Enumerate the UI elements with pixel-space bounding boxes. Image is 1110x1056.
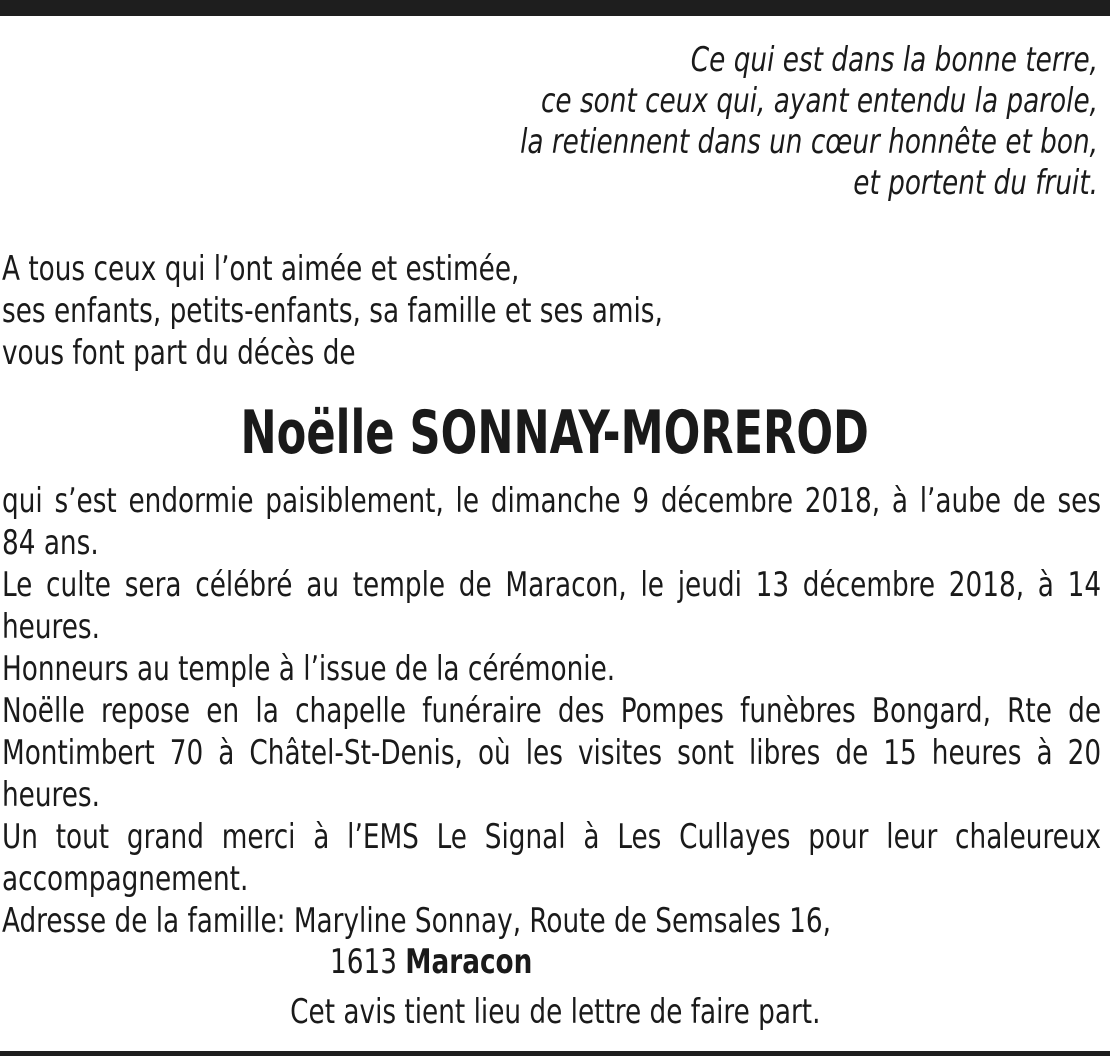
closing-note <box>0 991 1110 1033</box>
intro-line: A tous ceux qui l’ont aimée et estimée, <box>2 249 520 289</box>
verse-line: ce sont ceux qui, ayant entendu la parole, <box>540 81 1098 121</box>
verse-line: la retiennent dans un cœur honnête et bon, <box>520 122 1098 162</box>
verse-line: Ce qui est dans la bonne terre, <box>690 40 1098 80</box>
honours-paragraph: Honneurs au temple à l’issue de la cérémonie. <box>2 649 616 689</box>
bible-verse <box>496 40 1098 204</box>
death-paragraph: qui s’est endormie paisiblement, le dimanche 9 décembre 2018, à l’aube de ses 84 ans. <box>2 481 1102 563</box>
town-name: Maracon <box>405 942 533 982</box>
verse-line: et portent du fruit. <box>853 163 1098 203</box>
bottom-rule <box>0 1051 1110 1056</box>
service-paragraph: Le culte sera célébré au temple de Maracon, le jeudi 13 décembre 2018, à 14 heures. <box>2 565 1102 647</box>
intro-line: vous font part du décès de <box>2 333 356 373</box>
thanks-paragraph: Un tout grand merci à l’EMS Le Signal à Les Cullayes pour leur chaleureux accompagnement. <box>2 817 1102 899</box>
top-rule <box>0 0 1110 16</box>
deceased-name-text: Noëlle SONNAY-MOREROD <box>240 398 870 468</box>
repose-paragraph: Noëlle repose en la chapelle funéraire des Pompes funèbres Bongard, Rte de Montimbert 70 à Châtel-St-Denis, où les visites sont libres de 15 heures à 20 heures. <box>2 691 1102 815</box>
family-address-town <box>330 941 532 983</box>
announcement-intro <box>2 248 663 374</box>
postcode: 1613 <box>330 942 397 982</box>
deceased-name <box>0 398 1110 468</box>
announcement-body <box>2 480 1101 942</box>
intro-line: ses enfants, petits-enfants, sa famille et ses amis, <box>2 291 663 331</box>
closing-note-text: Cet avis tient lieu de lettre de faire part. <box>289 992 821 1032</box>
family-address-line: Adresse de la famille: Maryline Sonnay, Route de Semsales 16, <box>2 901 831 941</box>
